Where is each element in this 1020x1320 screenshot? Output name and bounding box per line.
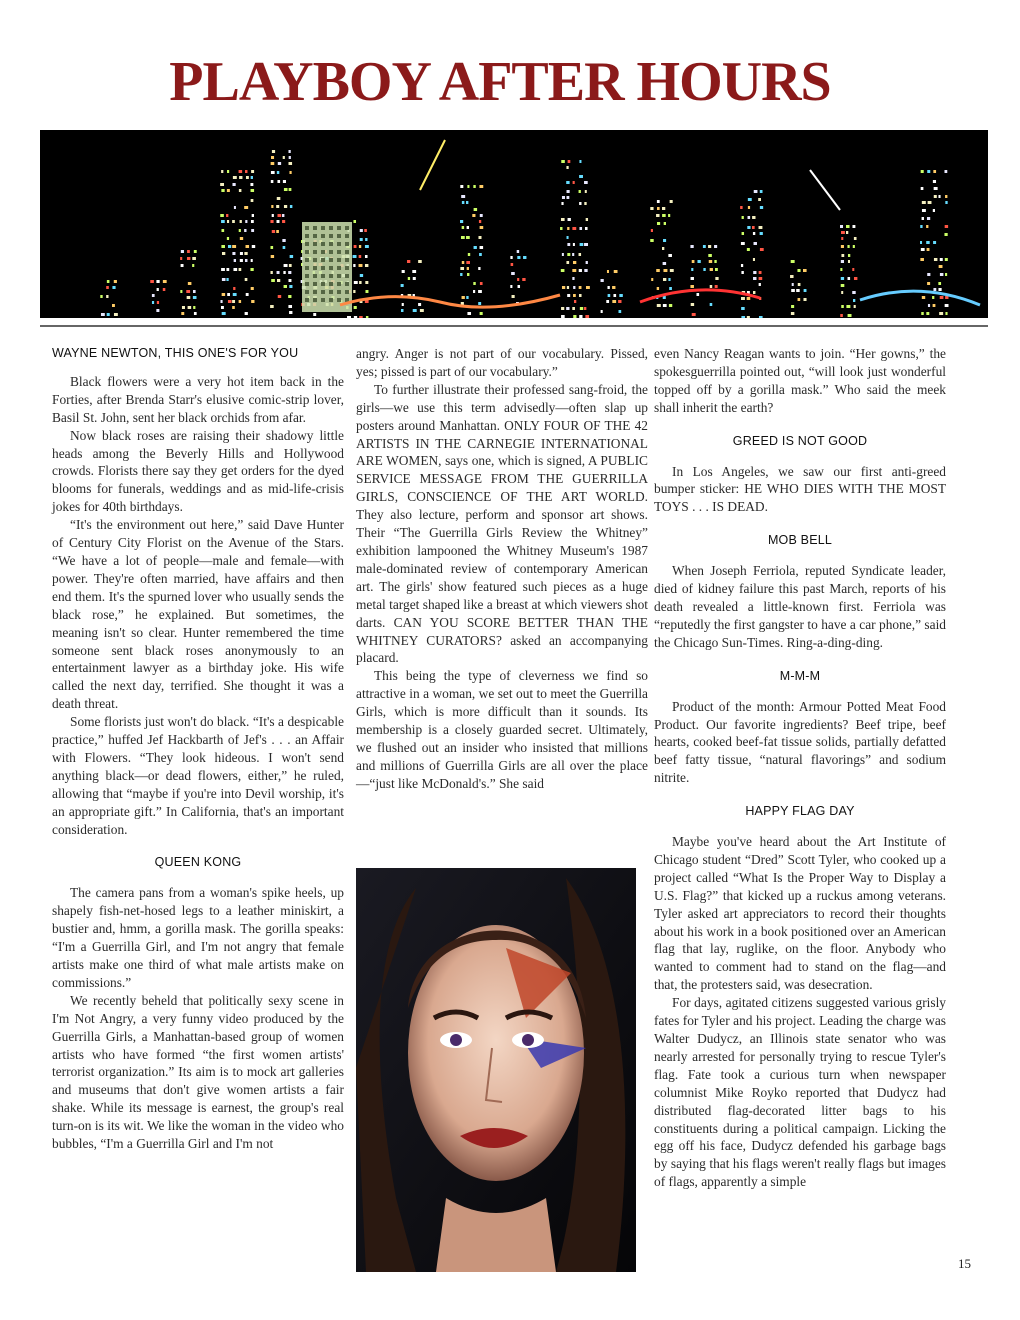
page-title: PLAYBOY AFTER HOURS: [169, 51, 831, 113]
paragraph: Black flowers were a very hot item back in the Forties, after Brenda Starr's elusive comic-strip lover, Basil St. John, sent her black orchids from afar.: [52, 373, 344, 425]
paragraph: We recently beheld that politically sexy scene in I'm Not Angry, a very funny video produced by the Guerrilla Girls, a Manhattan-based group of women artists who have formed “the first women artists' terrorist organization.” Its aim is to mock art galleries and museums that don't give women artists a fair shake. While its message is earnest, the group's real turn-on is its wit. We like the woman in the video who bubbles, “I'm a Guerrilla Girl and I'm not: [52, 992, 344, 1152]
column-1: [52, 345, 344, 1153]
section-heading-wayne: WAYNE NEWTON, THIS ONE'S FOR YOU: [52, 346, 299, 360]
section-heading-mob-bell: MOB BELL: [767, 533, 833, 548]
paragraph: This being the type of cleverness we find so attractive in a woman, we set out to meet the Guerrilla Girls, which is more difficult than it sounds. Its membership is a closely guarded secret. Ultimately, we flushed out an insider who insisted that millions and millions of Guerrilla Girls are all over the place—“just like McDonald's.” She said: [356, 668, 648, 791]
section-heading-mmm: M-M-M: [779, 668, 821, 683]
paragraph: Now black roses are raising their shadowy little heads among the Beverly Hills and Hollywood crowds. Florists there say they get orders for the dyed blooms for funerals, weddings and as mid-life-crisis jokes for 40th birthdays.: [52, 427, 344, 515]
section-heading-queen-kong: QUEEN KONG: [154, 855, 242, 870]
column-2: [356, 345, 648, 793]
section-heading-greed: GREED IS NOT GOOD: [732, 433, 868, 448]
section-heading-flag-day: HAPPY FLAG DAY: [745, 804, 855, 819]
paragraph: “It's the environment out here,” said Dave Hunter of Century City Florist on the Avenue of the Stars. “We have a lot of people—male and female—with power. They're often married, have affairs and then end them. It's the spurned lover who usually sends the black rose,” he explained. But sometimes, the meaning isn't so clear. Hunter remembered the time someone sent black roses anonymously to an entertainment lawyer as a birthday joke. His wife called the next day, terrified. She thought it was a death threat.: [52, 517, 344, 712]
paragraph: In Los Angeles, we saw our first anti-greed bumper sticker: HE WHO DIES WITH THE MOST TOYS . . . IS DEAD.: [654, 463, 946, 515]
paragraph: even Nancy Reagan wants to join. “Her gowns,” the spokesguerrilla pointed out, “will look just wonderful topped off by a gorilla mask.” Who said the meek shall inherit the earth?: [654, 346, 946, 415]
paragraph: Some florists just won't do black. “It's a despicable practice,” huffed Jef Hackbarth of Jef's . . . an Affair with Flowers. “They look hideous. I won't send anything black—or dead flowers, either,” he ruled, allowing that “maybe if you're into Devil worship, it's an appropriate gift.” In California, that's an important consideration.: [52, 714, 344, 837]
column-3: [654, 345, 946, 1191]
paragraph: angry. Anger is not part of our vocabulary. Pissed, yes; pissed is part of our vocabulary.”: [356, 346, 648, 379]
page-number: 15: [958, 1256, 971, 1271]
paragraph: Maybe you've heard about the Art Institute of Chicago student “Dred” Scott Tyler, who cooked up a project called “What Is the Proper Way to Display a U.S. Flag?” that kicked up a ruckus among veterans. Tyler asked art appreciators to record their thoughts about his work in a book positioned over an American flag that lay, ruglike, on the floor. Anybody who wanted to comment had to stand on the flag—and that, the protesters said, was desecration.: [654, 834, 946, 993]
city-skyline-illustration: [40, 130, 988, 318]
paragraph: To further illustrate their professed sang-froid, the girls—we use this term advisedly—often slap up posters around Manhattan. ONLY FOUR OF THE 42 ARTISTS IN THE CARNEGIE INTERNATIONAL ARE WOMEN, says one, which is signed, A PUBLIC SERVICE MESSAGE FROM THE GUERRILLA GIRLS, CONSCIENCE OF THE ART WORLD. They also lecture, perform and sponsor art shows. Their “The Guerrilla Girls Review the Whitney” exhibition lampooned the Whitney Museum's 1987 male-dominated review of contemporary American art. The girls' show featured such pieces as a huge metal target shaped like a breast at which viewers shot darts. CAN YOU SCORE BETTER THAN THE WHITNEY CURATORS? asked an accompanying placard.: [356, 381, 648, 666]
paragraph: The camera pans from a woman's spike heels, up shapely fish-net-hosed legs to a leather miniskirt, a bustier and, hmm, a gorilla mask. The gorilla speaks: “I'm a Guerrilla Girl, and I'm not angry that female artists make one third of what male artists make on commissions.”: [52, 885, 344, 990]
portrait-illustration: [356, 868, 636, 1272]
divider: [40, 325, 988, 327]
paragraph: When Joseph Ferriola, reputed Syndicate leader, died of kidney failure this past March, reports of his death revealed a little-known first. Ferriola was “reputedly the first gangster to have a car phone,” said the Chicago Sun-Times. Ring-a-ding-ding.: [654, 563, 946, 650]
paragraph: For days, agitated citizens suggested various grisly fates for Tyler and his project. Leading the charge was Walter Dudycz, an Illinois state senator who was nearly arrested for personally trying to rescue Tyler's flag. Fate took a curious turn when newspaper columnist Mike Royko reported that Dudycz had distributed flag-decorated litter bags to his constituents during a political campaign. Licking the egg off his face, Dudycz defended his garbage bags by saying that his flags weren't really flags but images of flags, apparently a simple: [654, 995, 946, 1190]
paragraph: Product of the month: Armour Potted Meat Food Product. Our favorite ingredients? Beef tripe, beef hearts, cooked beef-fat tissue solids, partially defatted beef fatty tissue, “natural flavorings” and sodium nitrite.: [654, 698, 946, 786]
